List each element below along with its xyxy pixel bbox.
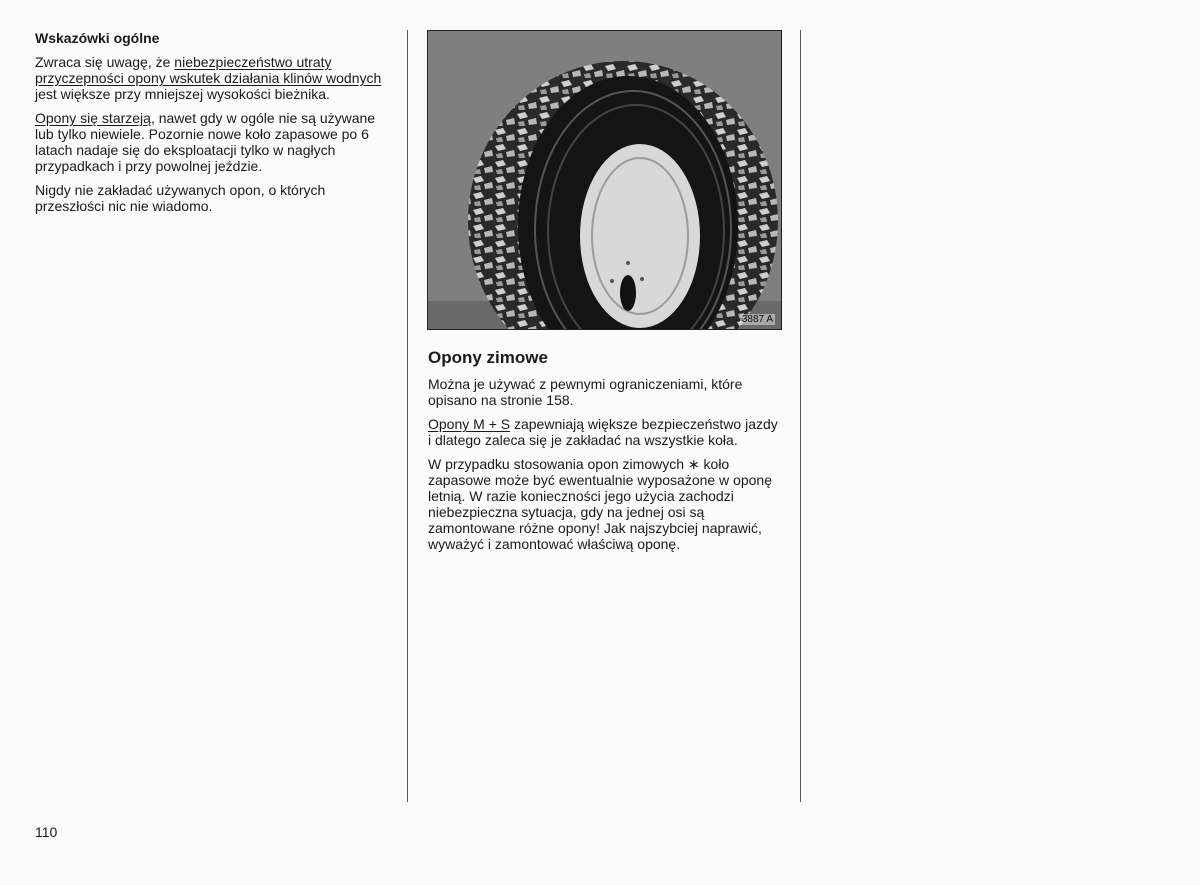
paragraph-spare-wheel: W przypadku stosowania opon zimowych ∗ koło zapasowe może być ewentualnie wyposażone w oponę letnią. W razie konieczności jego użycia zachodzi niebezpieczna sytuacja, gdy na jednej osi są zamontowane różne opony! Jak najszybciej naprawić, wyważyć i zamontować właściwą oponę. [428, 456, 772, 552]
winter-tire-illustration [427, 30, 782, 330]
left-column [35, 30, 385, 222]
section-heading-general: Wskazówki ogólne [35, 30, 160, 46]
wheel-rim [580, 144, 700, 328]
underlined-tires-aging: Opony się starzeją [35, 110, 151, 126]
underlined-ms-tires: Opony M + S [428, 416, 511, 432]
column-divider-right [800, 30, 801, 802]
section-heading-winter-tires: Opony zimowe [428, 348, 548, 367]
page-number: 110 [35, 824, 58, 840]
tire-drawing [428, 31, 781, 329]
paragraph-aquaplaning: Zwraca się uwagę, że niebezpieczeństwo utraty przyczepności opony wskutek działania klinów wodnych jest większe przy mniejszej wysokości bieżnika. [35, 54, 382, 102]
figure-code: 3887 A [741, 314, 773, 325]
paragraph-tire-aging: Opony się starzeją, nawet gdy w ogóle nie są używane lub tylko niewiele. Pozornie nowe koło zapasowe po 6 latach nadaje się do eksploatacji tylko w nagłych przypadkach i przy powolnej jeździe. [35, 110, 376, 174]
paragraph-restrictions: Można je używać z pewnymi ograniczeniami, które opisano na stronie 158. [428, 376, 743, 408]
asterisk-icon: ∗ [687, 456, 700, 472]
wheel-hub [620, 275, 636, 311]
middle-column [428, 348, 778, 560]
column-divider-left [407, 30, 408, 802]
paragraph-used-tires: Nigdy nie zakładać używanych opon, o których przeszłości nic nie wiadomo. [35, 182, 326, 214]
underlined-aquaplaning-risk: niebezpieczeństwo utraty przyczepności opony wskutek działania klinów wodnych [35, 54, 382, 86]
paragraph-ms-tires: Opony M + S zapewniają większe bezpieczeństwo jazdy i dlatego zaleca się je zakładać na wszystkie koła. [428, 416, 778, 448]
